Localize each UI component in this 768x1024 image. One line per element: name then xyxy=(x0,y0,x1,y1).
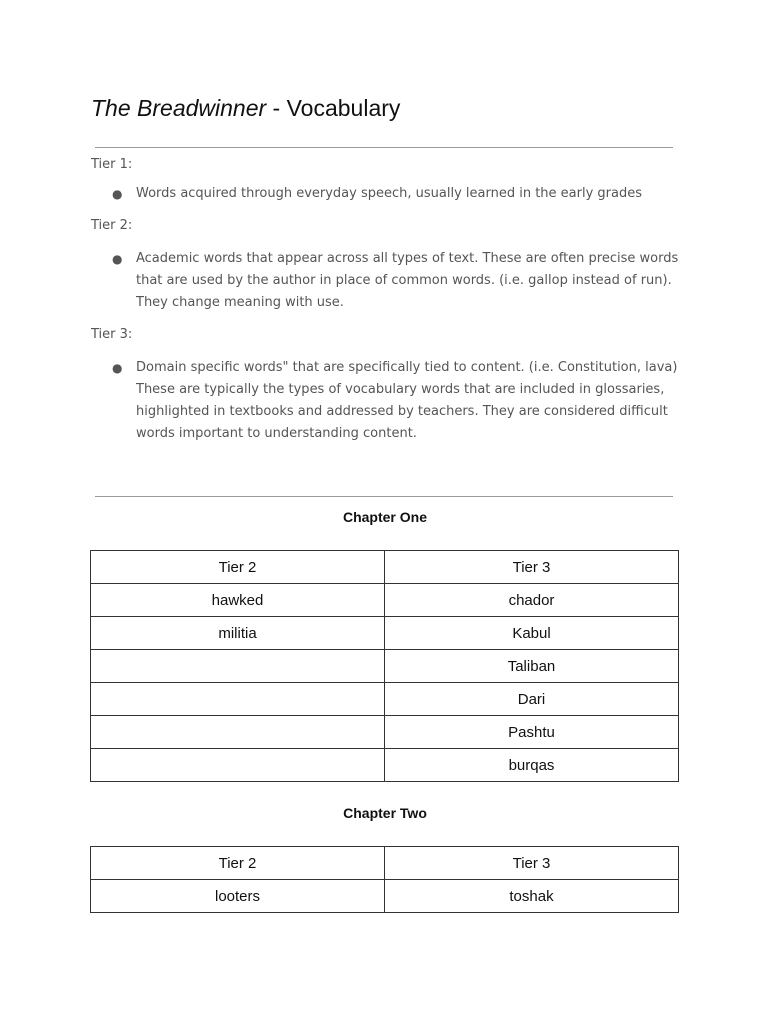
tier-2-cell xyxy=(91,650,385,683)
table-row xyxy=(91,880,679,913)
book-title: The Breadwinner xyxy=(91,95,267,121)
tier-2-cell: militia xyxy=(91,617,385,650)
tier-3-cell: Pashtu xyxy=(385,716,679,749)
title-suffix: - Vocabulary xyxy=(266,95,401,121)
page-title xyxy=(91,93,400,123)
bullet-icon: ● xyxy=(112,361,123,375)
table-header-cell: Tier 3 xyxy=(385,551,679,584)
top-divider xyxy=(95,147,673,148)
tier-2-cell xyxy=(91,683,385,716)
table-row xyxy=(91,650,679,683)
chapter-one-table xyxy=(90,550,679,782)
table-row xyxy=(91,584,679,617)
tier-3-cell: chador xyxy=(385,584,679,617)
tier-2-cell: looters xyxy=(91,880,385,913)
chapter-two-table xyxy=(90,846,679,913)
tier-3-heading: Tier 3: xyxy=(91,327,133,342)
section-divider xyxy=(95,496,673,497)
tier-3-cell: Taliban xyxy=(385,650,679,683)
bullet-icon: ● xyxy=(112,252,123,266)
chapter-one-title: Chapter One xyxy=(342,509,427,525)
tier-2-cell xyxy=(91,749,385,782)
table-header-cell: Tier 2 xyxy=(91,847,385,880)
table-row xyxy=(91,683,679,716)
table-header-row xyxy=(91,551,679,584)
tier-2-description: Academic words that appear across all types of text. These are often precise words that are used by the author in place of common words. (i.e. gallop instead of run). They change meaning with use. xyxy=(136,251,679,310)
tier-1-heading: Tier 1: xyxy=(91,157,133,172)
tier-2-cell: hawked xyxy=(91,584,385,617)
table-row xyxy=(91,749,679,782)
tier-2-heading: Tier 2: xyxy=(91,218,133,233)
tier-3-cell: Dari xyxy=(385,683,679,716)
tier-3-description: Domain specific words" that are specifically tied to content. (i.e. Constitution, lava) These are typically the types of vocabulary words that are included in glossaries, highlighted in textbooks and addressed by teachers. They are considered difficult words important to understanding content. xyxy=(136,360,678,441)
table-header-cell: Tier 2 xyxy=(91,551,385,584)
tier-3-cell: toshak xyxy=(385,880,679,913)
chapter-two-title: Chapter Two xyxy=(343,805,427,821)
tier-3-cell: burqas xyxy=(385,749,679,782)
tier-2-cell xyxy=(91,716,385,749)
table-header-row xyxy=(91,847,679,880)
table-header-cell: Tier 3 xyxy=(385,847,679,880)
bullet-icon: ● xyxy=(112,187,123,201)
tier-3-cell: Kabul xyxy=(385,617,679,650)
tier-1-description: Words acquired through everyday speech, usually learned in the early grades xyxy=(136,186,642,201)
table-row xyxy=(91,617,679,650)
table-row xyxy=(91,716,679,749)
